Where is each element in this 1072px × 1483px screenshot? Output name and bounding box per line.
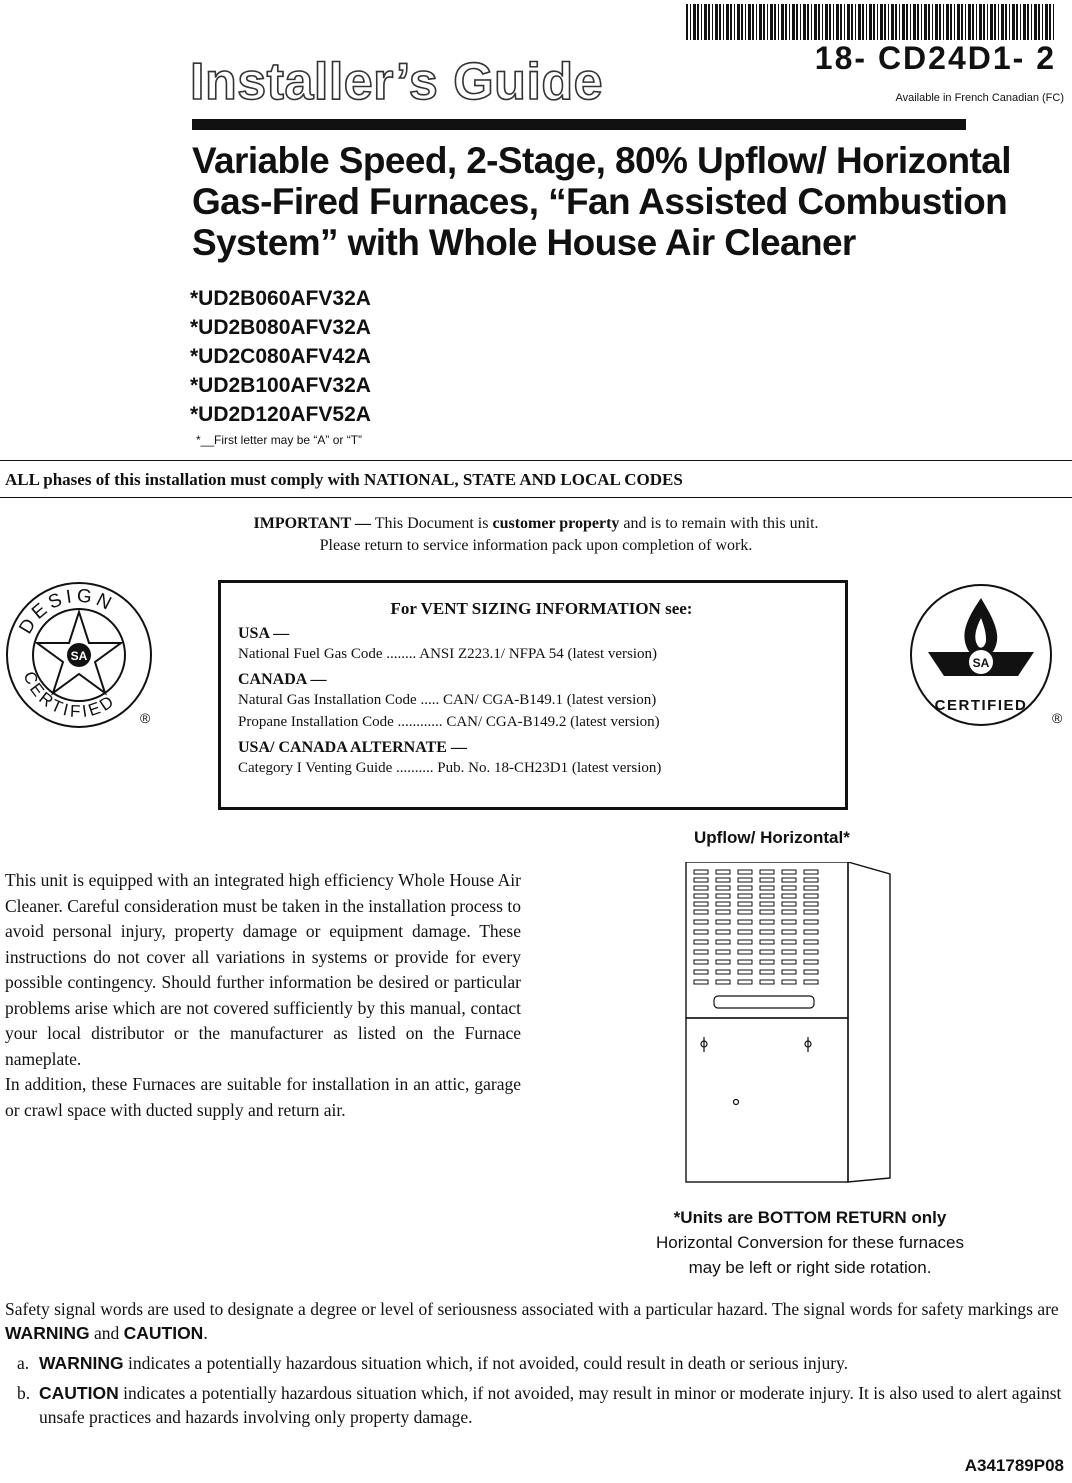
canada-label: CANADA —: [238, 671, 327, 688]
safety-item-text: indicates a potentially hazardous situation which, if not avoided, could result in death or serious injury.: [123, 1353, 849, 1373]
safety-item-caution: [5, 1381, 1067, 1429]
figure-heading: Upflow/ Horizontal*: [694, 828, 850, 847]
part-number: A341789P08: [964, 1456, 1064, 1475]
code-name: Natural Gas Installation Code .....: [238, 692, 440, 708]
divider: [0, 497, 1072, 498]
logo-certified-text: CERTIFIED: [934, 697, 1028, 714]
list-marker: a.: [17, 1353, 30, 1373]
language-availability-note: Available in French Canadian (FC): [895, 92, 1064, 104]
code-reference: ANSI Z223.1/ NFPA 54 (latest version): [416, 646, 658, 662]
intro-paragraph: This unit is equipped with an integrated high efficiency Whole House Air Cleaner. Careful consideration must be taken in the installation process to avoid personal injury, property damage or equipment damage. These instructions do not cover all variations in systems or provide for every possible contingency. Should further information be desired or particular problems arise which are not covered sufficiently by this manual, contact your local distributor or the manufacturer as listed on the Furnace nameplate.: [5, 870, 521, 1069]
safety-text: and: [89, 1323, 124, 1343]
model-footnote: *__First letter may be “A” or “T”: [196, 433, 363, 447]
list-marker: b.: [17, 1383, 31, 1403]
csa-mark: SA: [972, 656, 990, 670]
warning-word: WARNING: [5, 1323, 90, 1343]
important-text: This Document is: [371, 515, 493, 532]
header-rule: [192, 119, 966, 130]
model-item: *UD2D120AFV52A: [190, 403, 371, 426]
registered-mark: ®: [1052, 710, 1063, 726]
code-name: Propane Installation Code ............: [238, 714, 443, 730]
model-item: *UD2C080AFV42A: [190, 345, 371, 368]
warning-word: WARNING: [39, 1353, 124, 1373]
caution-word: CAUTION: [123, 1323, 204, 1343]
vent-row: [238, 711, 845, 733]
alternate-label: USA/ CANADA ALTERNATE —: [238, 739, 467, 756]
caption-bold: *Units are BOTTOM RETURN only: [673, 1208, 947, 1227]
vent-row: [238, 757, 845, 779]
vent-sizing-box: [218, 580, 848, 810]
guide-title: Installer’s Guide: [190, 53, 604, 111]
logo-bottom-text: CERTIFIED: [19, 668, 120, 722]
logo-top-text: DESIGN: [15, 585, 119, 638]
code-reference: CAN/ CGA-B149.1 (latest version): [439, 692, 657, 708]
model-list: [190, 284, 371, 429]
document-number: 18- CD24D1- 2: [814, 40, 1056, 76]
codes-notice: ALL phases of this installation must comply with NATIONAL, STATE AND LOCAL CODES: [5, 470, 683, 489]
model-item: *UD2B080AFV32A: [190, 316, 371, 339]
intro-text: [5, 868, 521, 1123]
safety-intro: Safety signal words are used to designate a degree or level of seriousness associated with a particular hazard. The signal words for safety markings are: [5, 1299, 1059, 1319]
caption-line: Horizontal Conversion for these furnaces: [655, 1233, 965, 1252]
csa-certified-logo: [906, 580, 1056, 730]
vent-row: [238, 689, 845, 711]
safety-text: .: [203, 1323, 208, 1343]
important-emphasis: customer property: [492, 515, 620, 532]
safety-item-text: indicates a potentially hazardous situation which, if not avoided, may result in minor or moderate injury. It is also used to alert against unsafe practices and hazards involving only property damage.: [39, 1383, 1062, 1427]
intro-paragraph: In addition, these Furnaces are suitable for installation in an attic, garage or crawl space with ducted supply and return air.: [5, 1074, 521, 1120]
code-name: National Fuel Gas Code ........: [238, 646, 417, 662]
code-reference: CAN/ CGA-B149.2 (latest version): [442, 714, 660, 730]
caption-line: may be left or right side rotation.: [688, 1258, 932, 1277]
important-line2: Please return to service information pack upon completion of work.: [319, 537, 753, 554]
model-item: *UD2B100AFV32A: [190, 374, 371, 397]
divider: [0, 460, 1072, 461]
csa-mark: SA: [70, 649, 88, 663]
registered-mark: ®: [140, 710, 151, 726]
barcode: [686, 4, 1056, 40]
page-title: Variable Speed, 2-Stage, 80% Upflow/ Horizontal Gas-Fired Furnaces, “Fan Assisted Combustion System” with Whole House Air Cleaner: [192, 140, 1011, 263]
code-name: Category I Venting Guide ..........: [238, 760, 434, 776]
important-text: and is to remain with this unit.: [619, 515, 819, 532]
safety-item-warning: [5, 1351, 1067, 1375]
panel-handle: [714, 996, 814, 1008]
design-certified-logo: [4, 580, 154, 730]
louver-grille: [694, 870, 818, 984]
vent-heading: For VENT SIZING INFORMATION see:: [390, 599, 693, 618]
safety-section: [5, 1297, 1067, 1429]
model-item: *UD2B060AFV32A: [190, 287, 371, 310]
usa-label: USA —: [238, 625, 290, 642]
svg-text:CERTIFIED: [20, 669, 120, 722]
caution-word: CAUTION: [39, 1383, 119, 1403]
important-notice: [0, 513, 1072, 557]
figure-caption: [590, 1205, 1030, 1280]
vent-row: [238, 643, 845, 665]
important-label: IMPORTANT —: [253, 515, 371, 532]
code-reference: Pub. No. 18-CH23D1 (latest version): [433, 760, 662, 776]
furnace-illustration: [680, 862, 895, 1184]
